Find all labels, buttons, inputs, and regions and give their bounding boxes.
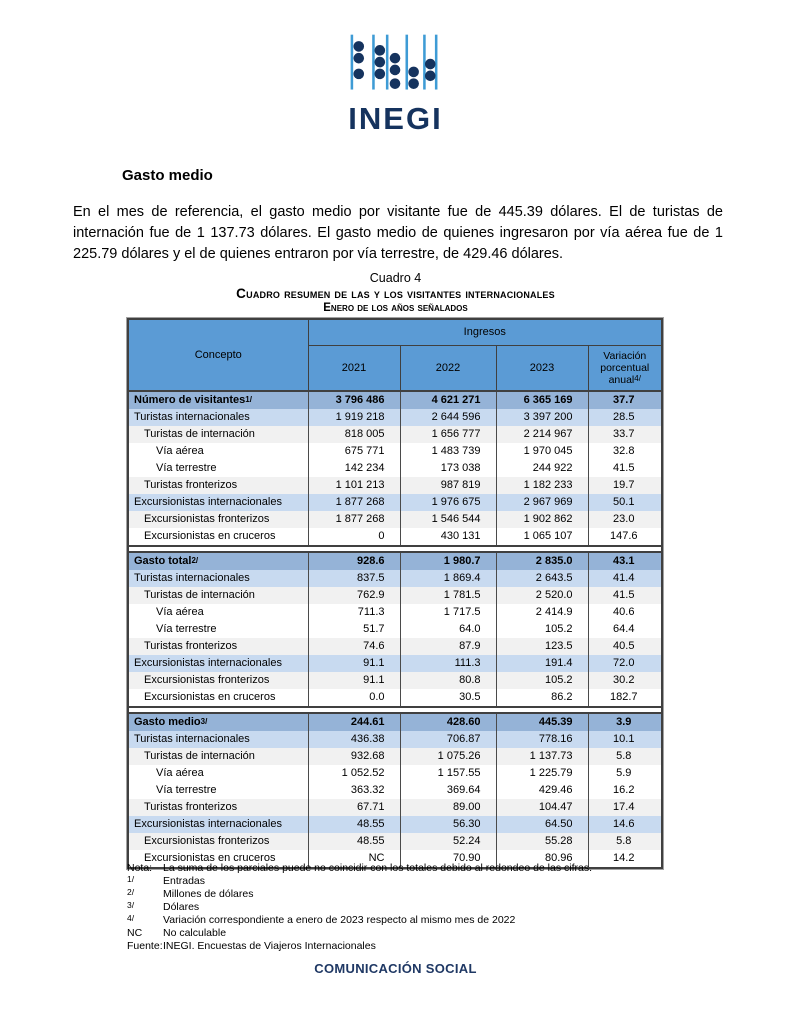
header-year-2022: 2022	[400, 345, 496, 391]
row-value-year: 1 656 777	[400, 426, 496, 443]
row-value-year: 2 967 969	[496, 494, 588, 511]
section-heading: Gasto medio	[122, 167, 213, 184]
row-value-variation: 19.7	[588, 477, 662, 494]
footnote-key: 3/	[127, 900, 135, 910]
row-value-year: 928.6	[308, 552, 400, 570]
row-value-variation: 5.8	[588, 748, 662, 765]
table-row	[128, 713, 662, 731]
row-value-year: 675 771	[308, 443, 400, 460]
header-year-2021: 2021	[308, 345, 400, 391]
row-value-year: 429.46	[496, 782, 588, 799]
row-value-year: 1 976 675	[400, 494, 496, 511]
row-value-year: 2 414.9	[496, 604, 588, 621]
table-row	[128, 816, 662, 833]
table-row	[128, 443, 662, 460]
row-value-year: 932.68	[308, 748, 400, 765]
row-value-variation: 32.8	[588, 443, 662, 460]
row-value-year: 1 970 045	[496, 443, 588, 460]
row-value-year: 2 835.0	[496, 552, 588, 570]
row-value-year: 778.16	[496, 731, 588, 748]
page-footer: COMUNICACIÓN SOCIAL	[314, 961, 477, 976]
row-label: Excursionistas en cruceros	[144, 852, 276, 864]
row-value-year: 2 644 596	[400, 409, 496, 426]
footnote-mark: 2/	[191, 556, 199, 565]
row-value-year: 711.3	[308, 604, 400, 621]
row-value-year: 48.55	[308, 833, 400, 850]
table-row	[128, 621, 662, 638]
header-group-row	[128, 319, 662, 345]
row-value-year: 91.1	[308, 672, 400, 689]
row-label: Excursionistas fronterizos	[144, 835, 270, 847]
table-row	[128, 799, 662, 816]
header-concept: Concepto	[128, 319, 308, 391]
row-value-variation: 40.6	[588, 604, 662, 621]
row-label: Número de visitantes$^{1/}$	[134, 394, 252, 406]
row-value-variation: 14.6	[588, 816, 662, 833]
row-value-variation: 16.2	[588, 782, 662, 799]
row-value-year: 64.50	[496, 816, 588, 833]
row-label: Excursionistas en cruceros	[144, 530, 276, 542]
table-number: Cuadro 4	[369, 271, 422, 285]
row-value-year: 706.87	[400, 731, 496, 748]
row-value-year: 987 819	[400, 477, 496, 494]
row-value-year: 111.3	[400, 655, 496, 672]
footnote-key: Nota:	[127, 862, 153, 874]
row-value-year: 52.24	[400, 833, 496, 850]
row-label: Excursionistas fronterizos	[144, 674, 270, 686]
row-value-year: 1 225.79	[496, 765, 588, 782]
row-value-year: 89.00	[400, 799, 496, 816]
table-captions	[0, 271, 791, 315]
header-variation-label: Variación porcentual anual	[600, 349, 650, 386]
row-value-year: 105.2	[496, 621, 588, 638]
footnote-2	[127, 888, 707, 901]
row-value-year: 1 980.7	[400, 552, 496, 570]
table-row	[128, 570, 662, 587]
row-label: Vía terrestre	[156, 623, 217, 635]
row-value-year: 1 101 213	[308, 477, 400, 494]
row-label: Excursionistas internacionales	[134, 496, 282, 508]
header-variation	[588, 345, 662, 391]
table-row	[128, 391, 662, 409]
row-value-year: 762.9	[308, 587, 400, 604]
intro-paragraph: En el mes de referencia, el gasto medio por visitante fue de 445.39 dólares. El de turistas de internación fue de 1 137.73 dólares. El gasto medio de quienes ingresaron por vía aérea fue de 1 225.79 dólares y el de quienes entraron por vía terrestre, de 429.46 dólares.	[73, 204, 723, 262]
row-label: Excursionistas en cruceros	[144, 691, 276, 703]
row-value-variation: 28.5	[588, 409, 662, 426]
footnotes	[127, 862, 707, 953]
row-value-year: 1 919 218	[308, 409, 400, 426]
row-value-year: 86.2	[496, 689, 588, 707]
row-value-year: NC	[308, 850, 400, 868]
footnote-text: Millones de dólares	[163, 888, 254, 900]
table-row	[128, 494, 662, 511]
table-row	[128, 552, 662, 570]
row-label: Excursionistas fronterizos	[144, 513, 270, 525]
row-value-year: 1 717.5	[400, 604, 496, 621]
row-value-variation: 50.1	[588, 494, 662, 511]
table-body	[128, 391, 662, 868]
row-label: Turistas de internación	[144, 428, 255, 440]
row-value-variation: 40.5	[588, 638, 662, 655]
row-label: Vía aérea	[156, 445, 204, 457]
row-label: Turistas internacionales	[134, 733, 250, 745]
row-value-year: 1 877 268	[308, 494, 400, 511]
table-row	[128, 587, 662, 604]
row-label: Excursionistas internacionales	[134, 818, 282, 830]
header-ingresos: Ingresos	[308, 319, 662, 345]
footnote-key: NC	[127, 927, 143, 939]
row-value-year: 74.6	[308, 638, 400, 655]
row-value-year: 4 621 271	[400, 391, 496, 409]
footnote-text: Variación correspondiente a enero de 2023 respecto al mismo mes de 2022	[163, 914, 516, 926]
row-value-year: 67.71	[308, 799, 400, 816]
row-value-variation: 33.7	[588, 426, 662, 443]
row-value-year: 1 546 544	[400, 511, 496, 528]
row-value-variation: 23.0	[588, 511, 662, 528]
row-value-year: 91.1	[308, 655, 400, 672]
footnote-fuente	[127, 940, 707, 953]
row-label: Gasto total$^{2/}$	[134, 555, 199, 567]
row-value-variation: 3.9	[588, 713, 662, 731]
footnote-text: Entradas	[163, 875, 206, 887]
row-value-year: 2 520.0	[496, 587, 588, 604]
table-row	[128, 833, 662, 850]
row-label: Vía terrestre	[156, 462, 217, 474]
row-value-year: 818 005	[308, 426, 400, 443]
row-value-year: 1 182 233	[496, 477, 588, 494]
row-label: Turistas internacionales	[134, 572, 250, 584]
abacus-icon	[347, 34, 445, 100]
row-label: Turistas de internación	[144, 750, 255, 762]
table-row	[128, 409, 662, 426]
row-value-year: 87.9	[400, 638, 496, 655]
footnote-text: Dólares	[163, 901, 200, 913]
row-value-year: 1 869.4	[400, 570, 496, 587]
row-value-variation: 64.4	[588, 621, 662, 638]
table-subtitle: Enero de los años señalados	[323, 302, 468, 314]
footnote-text: No calculable	[163, 927, 227, 939]
row-value-variation: 5.9	[588, 765, 662, 782]
footnote-key: 4/	[127, 913, 135, 923]
row-value-year: 1 075.26	[400, 748, 496, 765]
row-value-year: 1 137.73	[496, 748, 588, 765]
table-row	[128, 511, 662, 528]
row-value-year: 837.5	[308, 570, 400, 587]
row-value-year: 1 483 739	[400, 443, 496, 460]
table-row	[128, 765, 662, 782]
row-value-variation: 5.8	[588, 833, 662, 850]
row-value-year: 369.64	[400, 782, 496, 799]
summary-table	[127, 318, 663, 869]
table-row	[128, 672, 662, 689]
row-value-year: 1 902 862	[496, 511, 588, 528]
row-value-year: 436.38	[308, 731, 400, 748]
row-value-year: 1 781.5	[400, 587, 496, 604]
row-value-year: 56.30	[400, 816, 496, 833]
row-value-year: 142 234	[308, 460, 400, 477]
row-value-year: 3 796 486	[308, 391, 400, 409]
row-value-variation: 30.2	[588, 672, 662, 689]
footnote-3	[127, 901, 707, 914]
row-value-variation: 41.4	[588, 570, 662, 587]
row-value-year: 2 214 967	[496, 426, 588, 443]
table-row	[128, 528, 662, 546]
footnote-mark: 3/	[200, 717, 208, 726]
row-value-year: 3 397 200	[496, 409, 588, 426]
table-row	[128, 638, 662, 655]
table-row	[128, 426, 662, 443]
row-value-year: 191.4	[496, 655, 588, 672]
row-value-year: 244.61	[308, 713, 400, 731]
footnote-key: 1/	[127, 874, 135, 884]
row-value-year: 428.60	[400, 713, 496, 731]
row-label: Vía aérea	[156, 606, 204, 618]
row-value-year: 105.2	[496, 672, 588, 689]
footnote-nota	[127, 862, 707, 875]
table-title: Cuadro resumen de las y los visitantes internacionales	[236, 286, 555, 301]
header-year-2023: 2023	[496, 345, 588, 391]
row-value-year: 48.55	[308, 816, 400, 833]
row-value-variation: 37.7	[588, 391, 662, 409]
inegi-logo	[0, 34, 791, 134]
footnote-key: 2/	[127, 887, 135, 897]
row-label: Turistas fronterizos	[144, 801, 238, 813]
row-label: Turistas fronterizos	[144, 640, 238, 652]
row-label: Vía aérea	[156, 767, 204, 779]
row-value-year: 70.90	[400, 850, 496, 868]
row-value-variation: 41.5	[588, 587, 662, 604]
row-value-variation: 72.0	[588, 655, 662, 672]
row-label: Turistas fronterizos	[144, 479, 238, 491]
row-label: Vía terrestre	[156, 784, 217, 796]
row-value-variation: 147.6	[588, 528, 662, 546]
row-value-year: 123.5	[496, 638, 588, 655]
row-value-year: 445.39	[496, 713, 588, 731]
row-value-year: 55.28	[496, 833, 588, 850]
row-value-year: 244 922	[496, 460, 588, 477]
table-row	[128, 782, 662, 799]
row-label: Turistas de internación	[144, 589, 255, 601]
row-value-variation: 10.1	[588, 731, 662, 748]
row-value-year: 363.32	[308, 782, 400, 799]
row-value-variation: 41.5	[588, 460, 662, 477]
row-value-variation: 43.1	[588, 552, 662, 570]
table-row	[128, 731, 662, 748]
row-value-year: 173 038	[400, 460, 496, 477]
inegi-wordmark: INEGI	[348, 101, 443, 136]
row-value-year: 1 052.52	[308, 765, 400, 782]
footnote-mark: 1/	[245, 395, 252, 404]
summary-table-wrap	[127, 318, 663, 869]
row-value-year: 30.5	[400, 689, 496, 707]
row-label: Excursionistas internacionales	[134, 657, 282, 669]
footnote-text: La suma de los parciales puede no coincidir con los totales debido al redondeo de las cifras.	[163, 862, 593, 874]
row-value-year: 0	[308, 528, 400, 546]
row-value-variation: 17.4	[588, 799, 662, 816]
row-value-year: 6 365 169	[496, 391, 588, 409]
row-value-year: 0.0	[308, 689, 400, 707]
row-value-year: 1 065 107	[496, 528, 588, 546]
footnote-key: Fuente:	[127, 940, 163, 952]
row-value-year: 51.7	[308, 621, 400, 638]
row-label: Turistas internacionales	[134, 411, 250, 423]
row-label: Gasto medio$^{3/}$	[134, 716, 208, 728]
table-row	[128, 689, 662, 707]
footnote-nc	[127, 927, 707, 940]
header-variation-footnote-mark: 4/	[634, 373, 641, 383]
row-value-year: 430 131	[400, 528, 496, 546]
row-value-year: 1 877 268	[308, 511, 400, 528]
row-value-year: 80.8	[400, 672, 496, 689]
row-value-year: 104.47	[496, 799, 588, 816]
row-value-variation: 182.7	[588, 689, 662, 707]
table-row	[128, 655, 662, 672]
footnote-4	[127, 914, 707, 927]
table-row	[128, 477, 662, 494]
row-value-year: 64.0	[400, 621, 496, 638]
table-row	[128, 604, 662, 621]
row-value-variation: 14.2	[588, 850, 662, 868]
row-value-year: 80.96	[496, 850, 588, 868]
row-value-year: 1 157.55	[400, 765, 496, 782]
footnote-1	[127, 875, 707, 888]
table-row	[128, 748, 662, 765]
footnote-text: INEGI. Encuestas de Viajeros Internacionales	[163, 940, 376, 952]
row-value-year: 2 643.5	[496, 570, 588, 587]
table-row	[128, 460, 662, 477]
